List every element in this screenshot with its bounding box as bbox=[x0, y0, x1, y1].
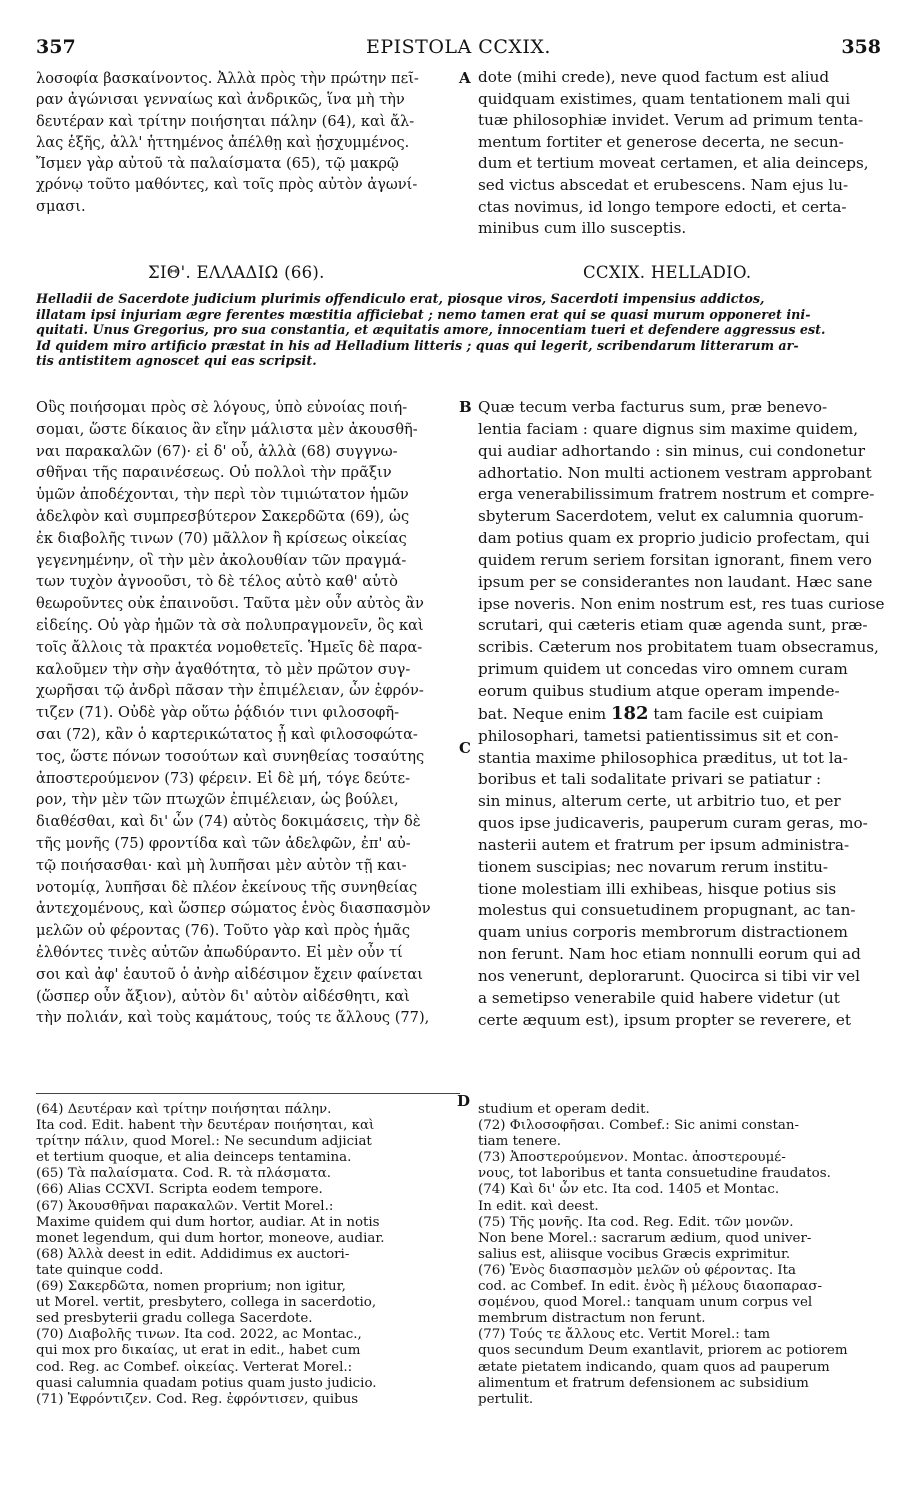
text-line: stantia maxime philosophica præditus, ut tot la- bbox=[478, 748, 848, 767]
text-line: mentum fortiter et generose decerta, ne secun- bbox=[478, 132, 844, 151]
text-line: quidquam existimes, quam tentationem mali qui bbox=[478, 89, 851, 108]
footnote-line: (68) Ἀλλὰ deest in edit. Addidimus ex auctori- bbox=[36, 1246, 350, 1262]
footnote-line: (71) Ἐφρόντιζεν. Cod. Reg. ἐφρόντισεν, quibus bbox=[36, 1391, 359, 1407]
footnotes-right bbox=[478, 1102, 888, 1408]
text-line: non ferunt. Nam hoc etiam nonnulli eorum qui ad bbox=[478, 945, 861, 964]
text-line: (ὥσπερ οὖν ἄξιον), αὐτὸν δι' αὐτὸν αἰδέσθητι, καὶ bbox=[36, 987, 410, 1005]
footnote-line: et tertium quoque, et alia deinceps tentamina. bbox=[36, 1150, 352, 1166]
footnote-line: (73) Ἀποστερούμενον. Montac. ἀποστερουμέ- bbox=[478, 1150, 786, 1166]
text-line: μελῶν οὐ φέροντας (76). Τοῦτο γὰρ καὶ πρὸς ἡμᾶς bbox=[36, 922, 411, 940]
text-line: scribis. Cæterum nos probitatem tuam obsecramus, bbox=[478, 638, 879, 657]
footnote-line: (75) Τῆς μονῆς. Ita cod. Reg. Edit. τῶν μονῶν. bbox=[478, 1214, 794, 1230]
text-line: minibus cum illo susceptis. bbox=[478, 219, 687, 238]
footnote-line: cod. ac Combef. In edit. ἑνὸς ἢ μέλους διαοπαρασ- bbox=[478, 1279, 823, 1295]
text-line: τῆς μονῆς (75) φροντίδα καὶ τῶν ἀδελφῶν, ἐπ' αὐ- bbox=[36, 834, 411, 852]
footnote-line: quos secundum Deum exantlavit, priorem ac potiorem bbox=[478, 1343, 848, 1359]
margin-letter-a: A bbox=[459, 69, 471, 87]
text-line: των τυχὸν ἀγνοοῦσι, τὸ δὲ τέλος αὐτὸ καθ' αὑτὸ bbox=[36, 573, 398, 591]
main-greek-column bbox=[36, 397, 454, 1029]
text-line: ἀδελφὸν καὶ συμπρεσβύτερον Σακερδῶτα (69), ὡς bbox=[36, 507, 410, 525]
footnote-line: (70) Διαβολῆς τινων. Ita cod. 2022, ac Montac., bbox=[36, 1327, 362, 1343]
footnote-line: tate quinque codd. bbox=[36, 1262, 164, 1278]
footnote-line: Non bene Morel.: sacrarum ædium, quod univer- bbox=[478, 1230, 812, 1246]
text-line: δευτέραν καὶ τρίτην ποιήσηται πάλην (64), καὶ ἄλ- bbox=[36, 112, 415, 130]
text-line: τοῖς ἄλλοις τὰ πρακτέα νομοθετεῖς. Ἡμεῖς δὲ παρα- bbox=[36, 638, 423, 656]
footnote-line: In edit. καὶ deest. bbox=[478, 1198, 599, 1214]
text-line: lentia faciam : quare dignus sim maxime quidem, bbox=[478, 419, 859, 438]
text-line: ipse noveris. Non enim nostrum est, res tuas curiose bbox=[478, 594, 885, 613]
text-line: tionem suscipias; nec novarum rerum institu- bbox=[478, 857, 829, 876]
text-line: ὑμῶν ἀποδέχονται, τὴν περὶ τὸν τιμιώτατον ἡμῶν bbox=[36, 486, 409, 504]
text-line: quos ipse judicaveris, pauperum curam geras, mo- bbox=[478, 814, 868, 833]
footnote-line: (72) Φιλοσοφῆσαι. Combef.: Sic animi constan- bbox=[478, 1118, 799, 1134]
text-line: διαθέσθαι, καὶ δι' ὧν (74) αὐτὸς δοκιμάσεις, τὴν δὲ bbox=[36, 813, 421, 831]
footnote-line: sed presbyterii gradu collega Sacerdote. bbox=[36, 1311, 313, 1327]
text-line: Ἴσμεν γὰρ αὐτοῦ τὰ παλαίσματα (65), τῷ μακρῷ bbox=[36, 155, 399, 173]
text-line: eorum quibus studium atque operam impende- bbox=[478, 681, 840, 700]
footnote-line: ætate pietatem indicando, quam quos ad pauperum bbox=[478, 1359, 830, 1375]
footnote-line: Maxime quidem qui dum hortor, audiar. At in notis bbox=[36, 1214, 380, 1230]
page-number-left: 357 bbox=[36, 36, 76, 58]
footnote-line: alimentum et fratrum defensionem ac subsidium bbox=[478, 1375, 809, 1391]
text-line: σοι καὶ ἀφ' ἑαυτοῦ ὁ ἀνὴρ αἰδέσιμον ἔχειν φαίνεται bbox=[36, 965, 423, 983]
text-line: ἐκ διαβολῆς τινων (70) μᾶλλον ἢ κρίσεως οἰκείας bbox=[36, 529, 407, 547]
footnote-line: (64) Δευτέραν καὶ τρίτην ποιήσηται πάλην. bbox=[36, 1102, 332, 1117]
footnote-line: quasi calumnia quadam potius quam justo judicio. bbox=[36, 1375, 377, 1391]
text-span: bat. Neque enim bbox=[478, 704, 607, 723]
text-line: qui audiar adhortando : sin minus, cui condonetur bbox=[478, 441, 865, 460]
footnote-line: monet legendum, qui dum hortor, moneove, audiar. bbox=[36, 1230, 385, 1246]
footnote-line: pertulit. bbox=[478, 1391, 534, 1407]
text-line: erga venerabilissimum fratrem nostrum et compre- bbox=[478, 485, 875, 504]
text-line: dote (mihi crede), neve quod factum est aliud bbox=[478, 68, 830, 86]
footnote-line: σομένου, quod Morel.: tanquam unum corpus vel bbox=[478, 1295, 813, 1311]
footnote-rule bbox=[36, 1093, 460, 1094]
footnote-line: (77) Τούς τε ἄλλους etc. Vertit Morel.: tam bbox=[478, 1327, 771, 1343]
text-line: ναι παρακαλῶν (67)· εἰ δ' οὖ, ἀλλὰ (68) συγγνω- bbox=[36, 442, 398, 460]
text-line: sed victus abscedat et erubescens. Nam ejus lu- bbox=[478, 175, 849, 194]
text-line: ἐλθόντες τινὲς αὐτῶν ἀπωδύραντο. Εἰ μὲν οὖν τί bbox=[36, 943, 403, 961]
text-line: χρόνῳ τοῦτο μαθόντες, καὶ τοῖς πρὸς αὐτὸν ἀγωνί- bbox=[36, 176, 418, 194]
text-line: sbyterum Sacerdotem, velut ex calumnia quorum- bbox=[478, 507, 864, 526]
text-line: sin minus, alterum certe, ut arbitrio tuo, et per bbox=[478, 792, 841, 811]
text-line: dum et tertium moveat certamen, et alia deinceps, bbox=[478, 154, 869, 173]
text-line: νοτομίᾳ, λυπῆσαι δὲ πλέον ἐκείνους τῆς συνηθείας bbox=[36, 878, 418, 896]
margin-letter-c: C bbox=[459, 739, 471, 757]
footnote-line: (66) Alias CCXVI. Scripta eodem tempore. bbox=[36, 1182, 323, 1198]
text-line: τὴν πολιάν, καὶ τοὺς καμάτους, τούς τε ἄλλους (77), bbox=[36, 1009, 430, 1027]
text-line: nos venerunt, deplorarunt. Quocirca si tibi vir vel bbox=[478, 966, 860, 985]
text-line: σομαι, ὥστε δίκαιος ἂν εἴην μάλιστα μὲν ἀκουσθῆ- bbox=[36, 420, 418, 438]
footnote-line: tiam tenere. bbox=[478, 1134, 562, 1150]
footnote-line: (67) Ἀκουσθῆναι παρακαλῶν. Vertit Morel.: bbox=[36, 1198, 334, 1214]
margin-letter-b: B bbox=[459, 398, 472, 416]
text-line: τῷ ποιήσασθαι· καὶ μὴ λυπῆσαι μὲν αὐτὸν τῇ και- bbox=[36, 856, 407, 874]
text-line: ctas novimus, id longo tempore edocti, et certa- bbox=[478, 197, 847, 216]
footnote-line: νους, tot laboribus et tanta consuetudine fraudatos. bbox=[478, 1166, 831, 1182]
text-line: εἰδείης. Οὐ γὰρ ἡμῶν τὰ σὰ πολυπραγμονεῖν, ὃς καὶ bbox=[36, 616, 424, 634]
footnote-line: (69) Σακερδῶτα, nomen proprium; non igitur, bbox=[36, 1279, 346, 1295]
footnote-line: (74) Καὶ δι' ὧν etc. Ita cod. 1405 et Montac. bbox=[478, 1182, 780, 1198]
text-line: philosophari, tametsi patientissimus sit et con- bbox=[478, 726, 839, 745]
section-heading-greek: ΣΙΘ'. ΕΛΛΑΔΙΩ (66). bbox=[148, 263, 325, 282]
section-heading-latin: CCXIX. HELLADIO. bbox=[583, 263, 752, 282]
page-title: EPISTOLA CCXIX. bbox=[366, 36, 551, 58]
text-line: ρον, τὴν μὲν τῶν πτωχῶν ἐπιμέλειαν, ὡς βούλει, bbox=[36, 791, 399, 809]
text-line: certe æquum est), ipsum propter se reverere, et bbox=[478, 1010, 852, 1029]
running-header bbox=[36, 36, 881, 62]
text-line: ipsum per se considerantes non laudant. Hæc sane bbox=[478, 572, 873, 591]
text-line: ἀντεχομένους, καὶ ὥσπερ σώματος ἑνὸς διασπασμὸν bbox=[36, 900, 431, 918]
footnote-line: qui mox pro δικαίας, ut erat in edit., habet cum bbox=[36, 1343, 361, 1359]
footnote-line: studium et operam dedit. bbox=[478, 1102, 650, 1117]
footnote-line: membrum distractum non ferunt. bbox=[478, 1311, 706, 1327]
text-line: a semetipso venerabile quid habere videtur (ut bbox=[478, 988, 840, 1007]
text-line: Quæ tecum verba facturus sum, præ benevo- bbox=[478, 398, 828, 416]
margin-letter-d: D bbox=[457, 1092, 471, 1110]
text-line: λοσοφία βασκαίνοντος. Ἀλλὰ πρὸς τὴν πρώτην πεῖ- bbox=[36, 70, 419, 87]
footnote-line: Ita cod. Edit. habent τὴν δευτέραν ποιήσηται, καὶ bbox=[36, 1118, 375, 1134]
text-line: boribus et tali sodalitate privari se patiatur : bbox=[478, 770, 822, 789]
text-line: σμασι. bbox=[36, 197, 86, 215]
top-greek-column bbox=[36, 68, 454, 217]
text-line: Helladii de Sacerdote judicium plurimis offendiculo erat, piosque viros, Sacerdoti impensius addictos, bbox=[36, 291, 765, 306]
text-line: quidem rerum seriem forsitan ignorant, finem vero bbox=[478, 550, 872, 569]
text-line: molestus qui consuetudinem propugnant, ac tan- bbox=[478, 901, 856, 920]
text-line: Οὓς ποιήσομαι πρὸς σὲ λόγους, ὑπὸ εὐνοίας ποιή- bbox=[36, 399, 408, 416]
text-line: σθῆναι τῆς παραινέσεως. Οὐ πολλοὶ τὴν πρᾶξιν bbox=[36, 464, 392, 482]
letter-summary bbox=[36, 291, 887, 369]
footnote-line: (76) Ἑνὸς διασπασμὸν μελῶν οὐ φέροντας. Ita bbox=[478, 1262, 797, 1278]
text-line: τιζεν (71). Οὐδὲ γὰρ οὕτω ῥᾴδιόν τινι φιλοσοφῆ- bbox=[36, 704, 400, 722]
text-line: χωρῆσαι τῷ ἀνδρὶ πᾶσαν τὴν ἐπιμέλειαν, ὧν ἐφρόν- bbox=[36, 682, 424, 700]
text-line: scrutari, qui cæteris etiam quæ agenda sunt, præ- bbox=[478, 616, 868, 635]
text-line: quam unius corporis membrorum distractionem bbox=[478, 923, 848, 942]
text-span: tam facile est cuipiam bbox=[653, 704, 824, 723]
page-marker: 182 bbox=[611, 702, 649, 724]
text-line: γεγενημένην, οἳ τὴν μὲν ἀκολουθίαν τῶν πραγμά- bbox=[36, 551, 407, 569]
footnote-line: salius est, aliisque vocibus Græcis exprimitur. bbox=[478, 1246, 791, 1262]
text-line: tione molestiam illi exhibeas, hisque potius sis bbox=[478, 879, 837, 898]
footnote-line: ut Morel. vertit, presbytero, collega in sacerdotio, bbox=[36, 1295, 377, 1311]
text-line: adhortatio. Non multi actionem vestram approbant bbox=[478, 463, 872, 482]
footnotes-left bbox=[36, 1102, 460, 1408]
page-number-right: 358 bbox=[841, 36, 881, 58]
text-line: quitati. Unus Gregorius, pro sua constantia, et æquitatis amore, innocentiam tueri et defendere aggressus est. bbox=[36, 322, 826, 338]
footnote-line: cod. Reg. ac Combef. οἰκείας. Verterat Morel.: bbox=[36, 1359, 353, 1375]
text-line: ραν ἀγώνισαι γενναίως καὶ ἀνδρικῶς, ἵνα μὴ τὴν bbox=[36, 91, 405, 109]
text-line: τος, ὥστε πόνων τοσούτων καὶ συνηθείας τοσαύτης bbox=[36, 747, 425, 765]
text-line: tuæ philosophiæ invidet. Verum ad primum tenta- bbox=[478, 111, 864, 130]
text-line: illatam ipsi injuriam ægre ferentes mœstitia afficiebat ; nemo tamen erat qui se quasi murum opponeret ini- bbox=[36, 306, 811, 322]
text-line: primum quidem ut concedas viro omnem curam bbox=[478, 660, 848, 679]
footnote-line: τρίτην πάλιν, quod Morel.: Ne secundum adjiciat bbox=[36, 1134, 372, 1150]
text-line: θεωροῦντες οὐκ ἐπαινοῦσι. Ταῦτα μὲν οὖν αὐτὸς ἂν bbox=[36, 595, 424, 613]
text-line: λας ἑξῆς, ἀλλ' ἡττημένος ἀπέλθῃ καὶ ᾐσχυμμένος. bbox=[36, 133, 410, 151]
text-line: tis antistitem agnoscet qui eas scripsit. bbox=[36, 353, 317, 369]
text-line: Id quidem miro artificio præstat in his ad Helladium litteris ; quas qui legerit, scribendarum litterarum ar- bbox=[36, 337, 799, 353]
text-line: ἀποστερούμενον (73) φέρειν. Εἰ δὲ μή, τόγε δεύτε- bbox=[36, 769, 411, 787]
text-line: σαι (72), κἂν ὁ καρτερικώτατος ᾖ καὶ φιλοσοφώτα- bbox=[36, 725, 418, 743]
text-line-with-page-marker bbox=[478, 703, 886, 726]
top-latin-column bbox=[478, 67, 886, 240]
text-line: dam potius quam ex proprio judicio profectam, qui bbox=[478, 529, 870, 548]
text-line: καλοῦμεν τὴν σὴν ἀγαθότητα, τὸ μὲν πρῶτον συγ- bbox=[36, 660, 411, 678]
text-line: nasterii autem et fratrum per ipsum administra- bbox=[478, 835, 850, 854]
footnote-line: (65) Τὰ παλαίσματα. Cod. R. τὰ πλάσματα. bbox=[36, 1166, 332, 1182]
main-latin-column bbox=[478, 397, 886, 1031]
